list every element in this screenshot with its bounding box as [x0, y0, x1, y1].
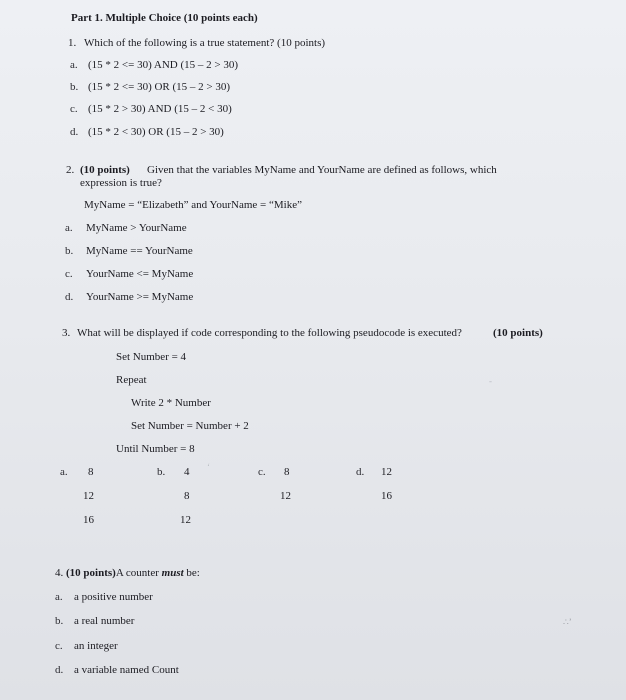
q4-option-c[interactable]: an integer	[74, 640, 118, 652]
q3-option-c-value: 12	[280, 490, 291, 502]
q4-option-d-label: d.	[55, 664, 64, 676]
q4-text-pre: A counter	[115, 567, 162, 579]
q3-text: What will be displayed if code corresponding to the following pseudocode is executed?	[77, 327, 462, 339]
q4-points: (10 points)	[66, 567, 116, 579]
q2-text-line1: Given that the variables MyName and YourName are defined as follows, which	[147, 164, 497, 176]
q3-number: 3.	[62, 327, 71, 339]
q3-option-a-label: a.	[60, 466, 68, 478]
q2-option-b[interactable]: MyName == YourName	[86, 245, 193, 257]
q4-text-emph: must	[161, 567, 184, 579]
q3-option-b-value: 12	[180, 514, 191, 526]
q4-option-d[interactable]: a variable named Count	[74, 664, 179, 676]
q3-option-d-value: 12	[381, 466, 392, 478]
paper-speck-icon: ∴’	[563, 617, 572, 627]
q1-option-d-label: d.	[70, 126, 79, 138]
code-line: Repeat	[116, 374, 147, 386]
q4-number: 4.	[55, 567, 64, 579]
q3-option-c-label: c.	[258, 466, 266, 478]
q1-option-a-label: a.	[70, 59, 78, 71]
paper-speck-icon: -	[489, 376, 492, 386]
q2-option-c[interactable]: YourName <= MyName	[86, 268, 194, 280]
q1-option-c[interactable]: (15 * 2 > 30) AND (15 – 2 < 30)	[88, 103, 232, 115]
q3-option-d-value: 16	[381, 490, 392, 502]
q2-number: 2.	[66, 164, 75, 176]
part-title: Part 1. Multiple Choice (10 points each)	[71, 12, 258, 24]
q4-option-b[interactable]: a real number	[74, 615, 135, 627]
q3-option-b-value: 4	[184, 466, 190, 478]
q1-option-b-label: b.	[70, 81, 79, 93]
q1-option-b[interactable]: (15 * 2 <= 30) OR (15 – 2 > 30)	[88, 81, 231, 93]
q2-option-b-label: b.	[65, 245, 74, 257]
q1-option-a[interactable]: (15 * 2 <= 30) AND (15 – 2 > 30)	[88, 59, 238, 71]
q3-option-b-label: b.	[157, 466, 166, 478]
q2-points: (10 points)	[80, 164, 130, 176]
q1-option-c-label: c.	[70, 103, 78, 115]
q2-text-line2: expression is true?	[80, 177, 162, 189]
q2-option-a[interactable]: MyName > YourName	[86, 222, 187, 234]
q1-text: Which of the following is a true statement? (10 points)	[84, 37, 326, 49]
q3-points: (10 points)	[493, 327, 543, 339]
q4-option-b-label: b.	[55, 615, 64, 627]
q3-option-d-label: d.	[356, 466, 365, 478]
q2-option-d-label: d.	[65, 291, 74, 303]
q3-option-a-value: 12	[83, 490, 94, 502]
q2-option-a-label: a.	[65, 222, 73, 234]
paper-speck-icon: ‘	[207, 462, 210, 472]
code-line: Set Number = 4	[116, 351, 187, 363]
q2-definition: MyName = “Elizabeth” and YourName = “Mike”	[84, 199, 302, 211]
q2-option-c-label: c.	[65, 268, 73, 280]
q4-option-c-label: c.	[55, 640, 63, 652]
q3-option-a-value: 8	[88, 466, 94, 478]
q4-stem	[55, 567, 200, 580]
code-line: Until Number = 8	[116, 443, 195, 455]
code-line: Set Number = Number + 2	[131, 420, 249, 432]
q4-text-post: be:	[183, 567, 200, 579]
q4-option-a[interactable]: a positive number	[74, 591, 153, 603]
q3-option-b-value: 8	[184, 490, 190, 502]
q2-option-d[interactable]: YourName >= MyName	[86, 291, 194, 303]
q4-option-a-label: a.	[55, 591, 63, 603]
q3-option-c-value: 8	[284, 466, 290, 478]
q3-option-a-value: 16	[83, 514, 94, 526]
q1-option-d[interactable]: (15 * 2 < 30) OR (15 – 2 > 30)	[88, 126, 224, 138]
code-line: Write 2 * Number	[131, 397, 211, 409]
q1-number: 1.	[68, 37, 77, 49]
